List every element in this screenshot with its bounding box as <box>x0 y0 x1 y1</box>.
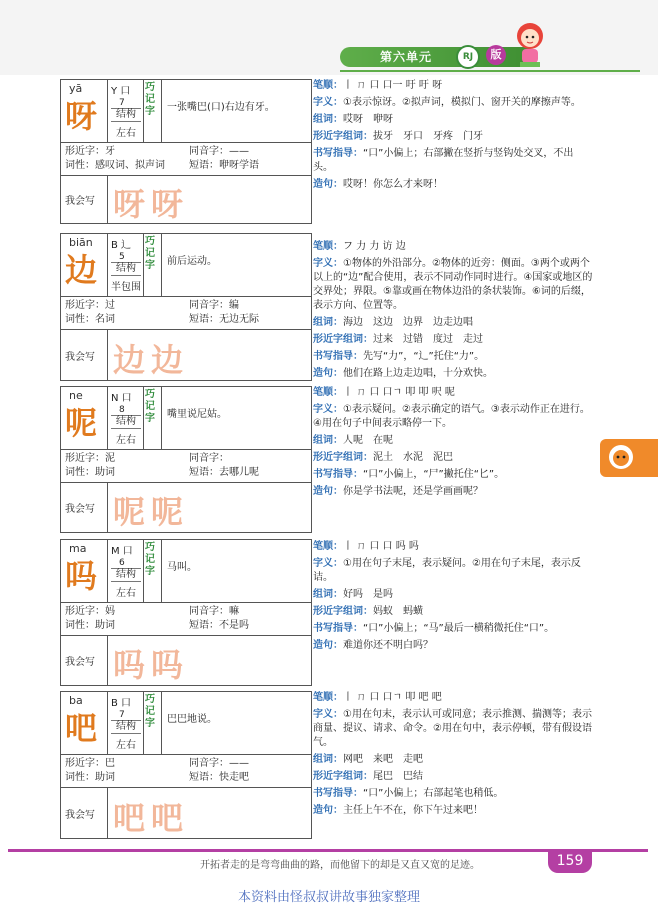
mnemonic-text: 前后运动。 <box>167 256 217 267</box>
mnemonic-text: 一张嘴巴(口)右边有牙。 <box>167 102 275 113</box>
mnemonic-label: 巧记字 <box>145 236 155 271</box>
mnemonic-text: 嘴里说尼姑。 <box>167 409 227 420</box>
homophone: 同音字： <box>189 453 229 464</box>
divider <box>61 175 311 176</box>
example-sentence-label: 造句： <box>313 805 343 816</box>
mnemonic-text: 巴巴地说。 <box>167 714 217 725</box>
word-examples-row <box>313 588 593 602</box>
example-sentence-text: 哎呀！你怎么才来呀！ <box>343 179 443 190</box>
stroke-count: 7 <box>119 710 125 720</box>
notes-block <box>313 691 593 821</box>
part-of-speech: 词性：感叹词、拟声词 <box>65 160 165 171</box>
credit-line: 本资料由怪叔叔讲故事独家整理 <box>237 890 420 905</box>
main-character: 吗 <box>65 557 98 595</box>
meaning-text: ①表示疑问。②表示确定的语气。③表示动作正在进行。④用在句子中间表示略停一下。 <box>313 404 590 429</box>
char-card <box>60 79 312 224</box>
homophone: 同音字：—— <box>189 146 249 157</box>
divider <box>161 540 162 602</box>
word-examples-label: 组词： <box>313 754 343 765</box>
example-sentence-label: 造句： <box>313 368 343 379</box>
divider <box>61 787 311 788</box>
word-examples-text: 网吧 来吧 走吧 <box>343 754 423 765</box>
divider <box>143 234 144 296</box>
homophone: 同音字：编 <box>189 300 239 311</box>
example-sentence-row <box>313 485 593 499</box>
main-character: 呢 <box>65 404 98 442</box>
similar-char: 形近字：泥 <box>65 453 115 464</box>
meaning-row <box>313 403 593 431</box>
similar-char-words-label: 形近字组词： <box>313 771 373 782</box>
phrase: 短语：咿呀学语 <box>189 160 259 171</box>
word-examples-label: 组词： <box>313 317 343 328</box>
divider <box>107 787 108 838</box>
writing-guide-row <box>313 787 593 801</box>
similar-char-words-text: 尾巴 巴结 <box>373 771 423 782</box>
word-examples-label: 组词： <box>313 589 343 600</box>
stroke-order-text: 丨 ㄇ 口 口 吗 吗 <box>343 541 419 552</box>
meaning-text: ①用在句子末尾，表示疑问。②用在句子末尾，表示反诘。 <box>313 558 581 583</box>
pinyin: biān <box>69 236 93 249</box>
similar-char: 形近字：妈 <box>65 606 115 617</box>
stroke-order-label: 笔顺： <box>313 241 343 252</box>
radical: B 辶 <box>111 240 132 251</box>
meaning-row <box>313 96 593 110</box>
divider <box>107 692 108 754</box>
mnemonic-label: 巧记字 <box>145 542 155 577</box>
similar-char-words-label: 形近字组词： <box>313 131 373 142</box>
divider <box>143 387 144 449</box>
part-of-speech: 词性：助词 <box>65 467 115 478</box>
writing-guide-label: 书写指导： <box>313 351 363 362</box>
divider <box>61 449 311 450</box>
writing-guide-text: 先写“力”，“辶”托住“力”。 <box>363 351 485 362</box>
meaning-row <box>313 557 593 585</box>
divider <box>161 692 162 754</box>
example-sentence-label: 造句： <box>313 179 343 190</box>
stroke-order-text: フ 力 力 访 边 <box>343 241 406 252</box>
example-sentence-label: 造句： <box>313 486 343 497</box>
tracing-characters: 吗吗 <box>113 646 190 684</box>
divider <box>61 635 311 636</box>
stroke-order-label: 笔顺： <box>313 387 343 398</box>
structure-label: 结构 <box>111 262 141 276</box>
similar-char-words-text: 泥土 水泥 泥巴 <box>373 452 453 463</box>
similar-char-words-text: 过来 过错 度过 走过 <box>373 334 483 345</box>
stroke-order-text: 丨 ㄇ 口 口一 吁 吁 呀 <box>343 80 443 91</box>
similar-char-words-row <box>313 333 593 347</box>
writing-guide-text: “口”小偏上；右部撇在竖折与竖钩处交叉，不出头。 <box>313 148 574 173</box>
divider <box>143 540 144 602</box>
edition-badge: 版 <box>486 45 506 65</box>
stroke-order-text: 丨 ㄇ 口 口ㄱ 叩 吧 吧 <box>343 692 442 703</box>
part-of-speech: 词性：助词 <box>65 620 115 631</box>
pinyin: ba <box>69 694 83 707</box>
divider <box>61 296 311 297</box>
writing-guide-label: 书写指导： <box>313 788 363 799</box>
mascot-icon <box>508 18 552 70</box>
similar-char: 形近字：巴 <box>65 758 115 769</box>
structure-label: 结构 <box>111 108 141 122</box>
header-rule <box>340 70 640 72</box>
word-examples-text: 海边 这边 边界 边走边唱 <box>343 317 473 328</box>
phrase: 短语：去哪儿呢 <box>189 467 259 478</box>
writing-guide-text: “口”小偏上；“马”最后一横稍微托住“口”。 <box>363 623 555 634</box>
char-card <box>60 691 312 839</box>
footer-motto: 开拓者走的是弯弯曲曲的路，而他留下的却是又直又宽的足迹。 <box>200 860 480 871</box>
practice-label: 我会写 <box>65 352 95 363</box>
stroke-count: 7 <box>119 98 125 108</box>
writing-guide-row <box>313 468 593 482</box>
word-examples-row <box>313 753 593 767</box>
fox-face-icon <box>608 444 634 470</box>
notes-block <box>313 79 593 195</box>
unit-title: 第六单元 <box>380 50 433 64</box>
radical: M 口 <box>111 546 133 557</box>
tracing-characters: 呀呀 <box>113 185 190 223</box>
example-sentence-text: 主任上午不在，你下午过来吧！ <box>343 805 483 816</box>
similar-char-words-row <box>313 605 593 619</box>
main-character: 吧 <box>65 709 98 747</box>
pinyin: ne <box>69 389 83 402</box>
similar-char: 形近字：牙 <box>65 146 115 157</box>
stroke-order-row <box>313 540 593 554</box>
divider <box>107 540 108 602</box>
writing-guide-row <box>313 147 593 175</box>
stroke-order-row <box>313 691 593 705</box>
divider <box>143 692 144 754</box>
notes-block <box>313 540 593 656</box>
divider <box>107 234 108 296</box>
word-examples-text: 哎呀 咿呀 <box>343 114 393 125</box>
word-examples-text: 人呢 在呢 <box>343 435 393 446</box>
word-examples-text: 好吗 是吗 <box>343 589 393 600</box>
mnemonic-label: 巧记字 <box>145 694 155 729</box>
divider <box>143 80 144 142</box>
divider <box>61 602 311 603</box>
stroke-order-label: 笔顺： <box>313 80 343 91</box>
structure-label: 结构 <box>111 415 141 429</box>
page-number: 159 <box>548 849 592 873</box>
tracing-characters: 边边 <box>113 341 190 379</box>
phrase: 短语：不是吗 <box>189 620 249 631</box>
char-card <box>60 233 312 381</box>
stroke-order-row <box>313 386 593 400</box>
divider <box>161 387 162 449</box>
writing-guide-row <box>313 350 593 364</box>
meaning-label: 字义： <box>313 709 343 720</box>
main-character: 边 <box>65 251 98 289</box>
meaning-text: ①表示惊讶。②拟声词，模拟门、窗开关的摩擦声等。 <box>343 97 581 108</box>
divider <box>61 482 311 483</box>
pinyin: ma <box>69 542 87 555</box>
divider <box>61 329 311 330</box>
mnemonic-label: 巧记字 <box>145 82 155 117</box>
similar-char-words-text: 妈蚁 蚂蟥 <box>373 606 423 617</box>
divider <box>107 635 108 685</box>
example-sentence-row <box>313 639 593 653</box>
tracing-characters: 呢呢 <box>113 493 190 531</box>
meaning-text: ①用在句末，表示认可或同意；表示推测、揣测等；表示商量、提议、请求、命令。②用在句中，表示停顿，带有假设语气。 <box>313 709 592 748</box>
page-header <box>0 0 658 75</box>
word-examples-row <box>313 434 593 448</box>
mnemonic-label: 巧记字 <box>145 389 155 424</box>
mnemonic-text: 马叫。 <box>167 562 197 573</box>
stroke-order-text: 丨 ㄇ 口 口ㄱ 叩 叩 呎 呢 <box>343 387 455 398</box>
divider <box>107 482 108 532</box>
char-card <box>60 539 312 686</box>
structure-value: 半包围 <box>111 282 141 293</box>
meaning-label: 字义： <box>313 258 343 269</box>
example-sentence-row <box>313 804 593 818</box>
divider <box>161 234 162 296</box>
radical: Y 口 <box>111 86 131 97</box>
radical: B 口 <box>111 698 132 709</box>
word-examples-row <box>313 316 593 330</box>
stroke-count: 8 <box>119 405 125 415</box>
divider <box>161 80 162 142</box>
example-sentence-text: 他们在路上边走边唱，十分欢快。 <box>343 368 493 379</box>
char-card <box>60 386 312 533</box>
writing-guide-label: 书写指导： <box>313 469 363 480</box>
practice-label: 我会写 <box>65 504 95 515</box>
writing-guide-label: 书写指导： <box>313 623 363 634</box>
pinyin: yā <box>69 82 83 95</box>
word-examples-label: 组词： <box>313 114 343 125</box>
meaning-row <box>313 708 593 750</box>
similar-char-words-text: 拔牙 牙口 牙疼 门牙 <box>373 131 483 142</box>
homophone: 同音字：—— <box>189 758 249 769</box>
stroke-order-row <box>313 79 593 93</box>
phrase: 短语：快走吧 <box>189 772 249 783</box>
part-of-speech: 词性：名词 <box>65 314 115 325</box>
similar-char-words-row <box>313 130 593 144</box>
divider <box>107 329 108 380</box>
part-of-speech: 词性：助词 <box>65 772 115 783</box>
practice-label: 我会写 <box>65 810 95 821</box>
meaning-label: 字义： <box>313 404 343 415</box>
writing-guide-text: “口”小偏上；右部起笔也稍低。 <box>363 788 504 799</box>
writing-guide-row <box>313 622 593 636</box>
divider <box>107 175 108 223</box>
example-sentence-label: 造句： <box>313 640 343 651</box>
meaning-text: ①物体的外沿部分。②物体的近旁：侧面。③两个或两个以上的“边”配合使用，表示不同动作同时进行。④国家或地区的交界处；界限。⑤靠或画在物体边沿的条状装饰。⑥词的后缀，表示方向、位置等。 <box>313 258 593 311</box>
writing-guide-text: “口”小偏上，“尸”撇托住“匕”。 <box>363 469 505 480</box>
example-sentence-text: 你是学书法呢，还是学画画呢？ <box>343 486 483 497</box>
similar-char-words-label: 形近字组词： <box>313 334 373 345</box>
structure-value: 左右 <box>116 740 136 751</box>
structure-label: 结构 <box>111 568 141 582</box>
stroke-count: 5 <box>119 252 125 262</box>
practice-label: 我会写 <box>65 657 95 668</box>
divider <box>61 754 311 755</box>
divider <box>107 80 108 142</box>
word-examples-row <box>313 113 593 127</box>
divider <box>61 142 311 143</box>
similar-char-words-row <box>313 770 593 784</box>
structure-value: 左右 <box>116 588 136 599</box>
divider <box>107 387 108 449</box>
phrase: 短语：无边无际 <box>189 314 259 325</box>
meaning-label: 字义： <box>313 558 343 569</box>
radical: N 口 <box>111 393 132 404</box>
meaning-label: 字义： <box>313 97 343 108</box>
example-sentence-row <box>313 367 593 381</box>
structure-value: 左右 <box>116 128 136 139</box>
similar-char-words-row <box>313 451 593 465</box>
stroke-order-row <box>313 240 593 254</box>
similar-char-words-label: 形近字组词： <box>313 452 373 463</box>
homophone: 同音字：嘛 <box>189 606 239 617</box>
example-sentence-text: 难道你还不明白吗？ <box>343 640 433 651</box>
word-examples-label: 组词： <box>313 435 343 446</box>
stroke-count: 6 <box>119 558 125 568</box>
rj-badge: RJ <box>456 45 480 69</box>
similar-char-words-label: 形近字组词： <box>313 606 373 617</box>
structure-value: 左右 <box>116 435 136 446</box>
stroke-order-label: 笔顺： <box>313 541 343 552</box>
stroke-order-label: 笔顺： <box>313 692 343 703</box>
structure-label: 结构 <box>111 720 141 734</box>
tracing-characters: 吧吧 <box>113 799 190 837</box>
similar-char: 形近字：过 <box>65 300 115 311</box>
writing-guide-label: 书写指导： <box>313 148 363 159</box>
practice-label: 我会写 <box>65 196 95 207</box>
notes-block <box>313 386 593 502</box>
example-sentence-row <box>313 178 593 192</box>
main-character: 呀 <box>65 97 98 135</box>
notes-block <box>313 240 593 384</box>
meaning-row <box>313 257 593 313</box>
